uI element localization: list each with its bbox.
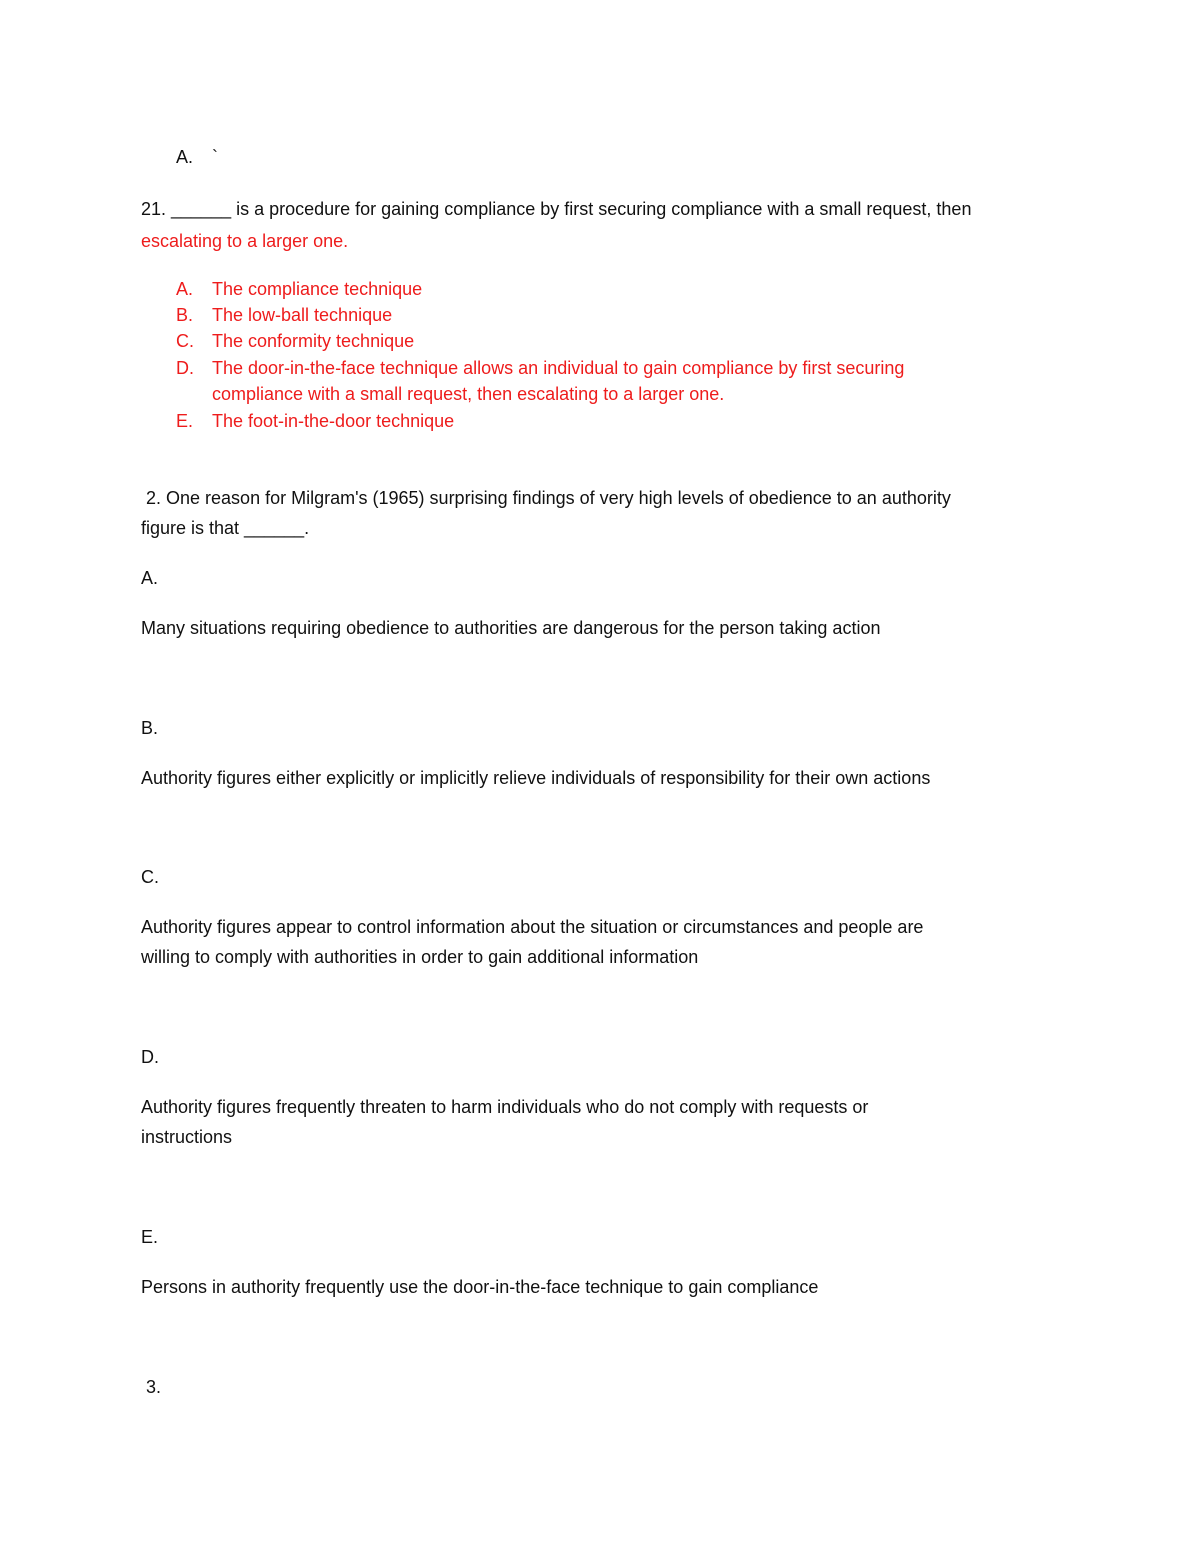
option-letter: A. (176, 279, 194, 299)
option-letter: D. (176, 358, 194, 378)
q2-option-d-text-line2: instructions (141, 1127, 233, 1147)
q21-option-b (176, 303, 392, 327)
q2-option-a-text: Many situations requiring obedience to authorities are dangerous for the person taking action (141, 618, 881, 638)
option-letter: C. (176, 331, 194, 351)
q2-option-a-letter: A. (141, 568, 159, 588)
q21-option-c (176, 329, 414, 353)
q2-option-c-text: Authority figures appear to control information about the situation or circumstances and people are (141, 917, 924, 937)
option-letter: A. (176, 147, 194, 167)
q21-stem-line1: 21. ______ is a procedure for gaining compliance by first securing compliance with a small request, then (141, 199, 972, 219)
q2-option-d-text: Authority figures frequently threaten to harm individuals who do not comply with requests or (141, 1097, 869, 1117)
q2-option-d-letter: D. (141, 1047, 159, 1067)
q2-stem-line1: 2. One reason for Milgram's (1965) surprising findings of very high levels of obedience to an authority (141, 488, 951, 508)
option-text: The door-in-the-face technique allows an individual to gain compliance by first securing (212, 358, 905, 378)
option-text: The compliance technique (212, 279, 423, 299)
q2-option-b-letter: B. (141, 718, 159, 738)
q2-option-b-text: Authority figures either explicitly or implicitly relieve individuals of responsibility for their own actions (141, 768, 931, 788)
q21-option-d (176, 356, 904, 380)
option-letter: E. (176, 411, 194, 431)
q2-stem-line2: figure is that ______. (141, 518, 310, 538)
q2-option-c-letter: C. (141, 867, 159, 887)
option-text: The low-ball technique (212, 305, 393, 325)
top-option-a (176, 145, 218, 169)
option-text: ` (212, 147, 218, 167)
option-text: The conformity technique (212, 331, 415, 351)
q2-option-e-letter: E. (141, 1227, 159, 1247)
q2-option-e-text: Persons in authority frequently use the door-in-the-face technique to gain compliance (141, 1277, 819, 1297)
option-letter: B. (176, 305, 194, 325)
q21-option-e (176, 409, 454, 433)
q21-option-a (176, 277, 422, 301)
q3-number: 3. (146, 1377, 162, 1397)
option-text: The foot-in-the-door technique (212, 411, 455, 431)
q2-option-c-text-line2: willing to comply with authorities in order to gain additional information (141, 947, 699, 967)
q21-option-d-line2: compliance with a small request, then escalating to a larger one. (212, 384, 725, 404)
q21-stem-line2: escalating to a larger one. (141, 231, 349, 251)
